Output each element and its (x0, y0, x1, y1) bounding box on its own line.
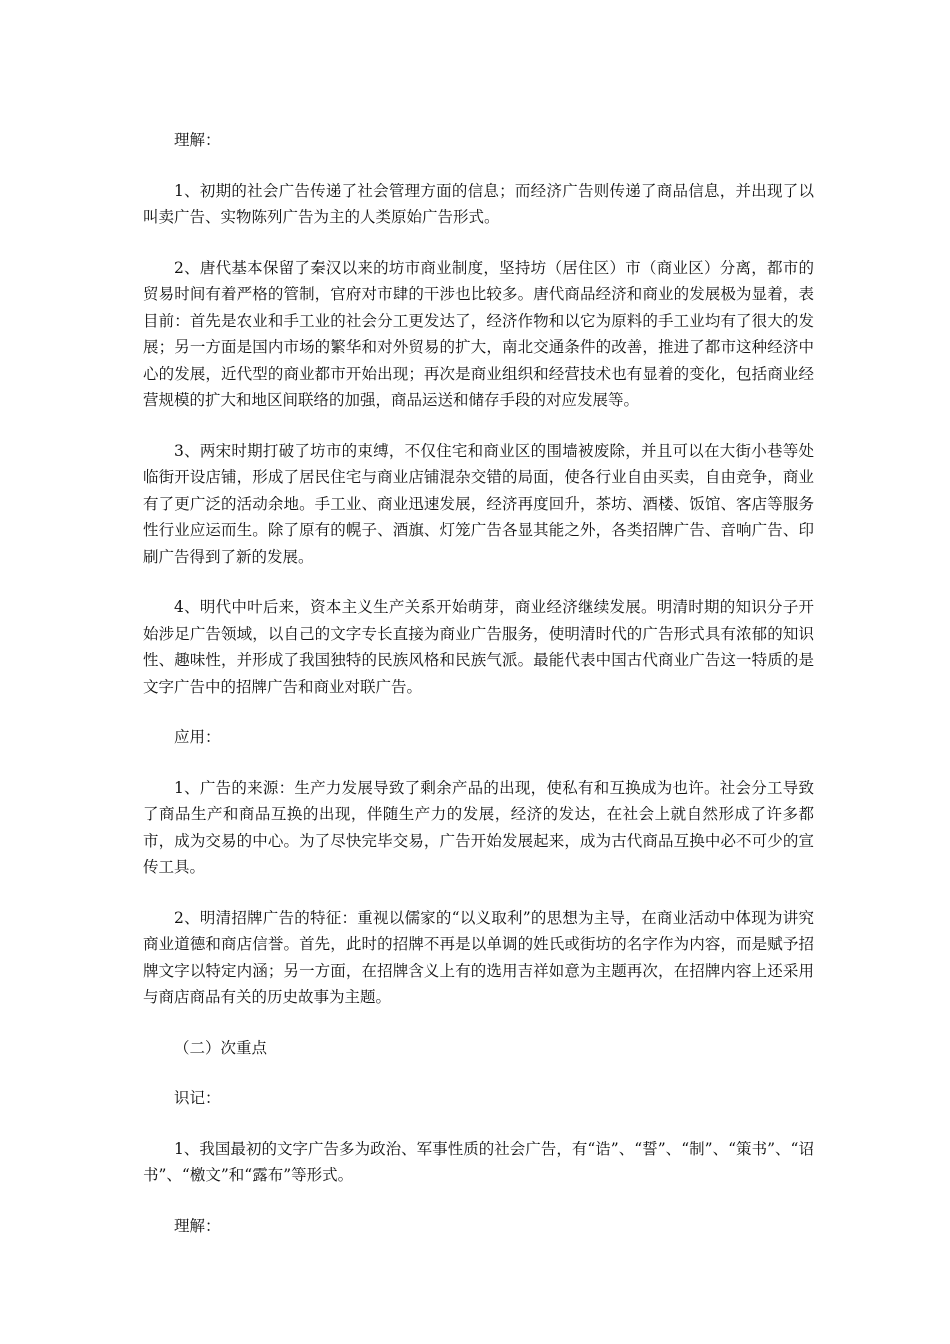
section-heading-secondary: （二）次重点 (174, 1038, 268, 1057)
paragraph-signboard-features: 2、明清招牌广告的特征：重视以儒家的“以义取利”的思想为主导，在商业活动中体现为讲究商业道德和商店信誉。首先，此时的招牌不再是以单调的姓氏或街坊的名字作为内容，而是赋予招牌文字以特定内涵；另一方面，在招牌含义上有的选用吉祥如意为主题再次，在招牌内容上还采用与商店商品有关的历史故事为主题。 (143, 908, 814, 1006)
paragraph-ad-origin: 1、广告的来源：生产力发展导致了剩余产品的出现，使私有和互换成为也许。社会分工导致了商品生产和商品互换的出现，伴随生产力的发展，经济的发达，在社会上就自然形成了许多都市，成为交易的中心。为了尽快完毕交易，广告开始发展起来，成为古代商品互换中必不可少的宣传工具。 (143, 778, 814, 876)
heading-application: 应用： (174, 728, 221, 746)
heading-memorize: 识记： (174, 1089, 221, 1107)
heading-understanding: 理解： (174, 131, 221, 149)
paragraph-tang-dynasty: 2、唐代基本保留了秦汉以来的坊市商业制度，坚持坊（居住区）市（商业区）分离，都市的贸易时间有着严格的管制，官府对市肆的干涉也比较多。唐代商品经济和商业的发展极为显着，表目前：首先是农业和手工业的社会分工更发达了，经济作物和以它为原料的手工业均有了很大的发展；另一方面是国内市场的繁华和对外贸易的扩大，南北交通条件的改善，推进了都市这种经济中心的发展，近代型的商业都市开始出现；再次是商业组织和经营技术也有显着的变化，包括商业经营规模的扩大和地区间联络的加强，商品运送和储存手段的对应发展等。 (143, 258, 814, 409)
paragraph-earliest-text-ads: 1、我国最初的文字广告多为政治、军事性质的社会广告，有“诰”、“誓”、“制”、“策书”、“诏书”、“檄文”和“露布”等形式。 (143, 1139, 814, 1184)
paragraph-song-dynasty: 3、两宋时期打破了坊市的束缚，不仅住宅和商业区的围墙被废除，并且可以在大街小巷等处临街开设店铺，形成了居民住宅与商业店铺混杂交错的局面，使各行业自由买卖，自由竞争，商业有了更广泛的活动余地。手工业、商业迅速发展，经济再度回升，茶坊、酒楼、饭馆、客店等服务性行业应运而生。除了原有的幌子、酒旗、灯笼广告各显其能之外，各类招牌广告、音响广告、印刷广告得到了新的发展。 (143, 441, 814, 566)
paragraph-early-ads: 1、初期的社会广告传递了社会管理方面的信息；而经济广告则传递了商品信息，并出现了以叫卖广告、实物陈列广告为主的人类原始广告形式。 (143, 181, 814, 226)
document-body (143, 127, 814, 1263)
paragraph-ming-dynasty: 4、明代中叶后来，资本主义生产关系开始萌芽，商业经济继续发展。明清时期的知识分子开始涉足广告领域，以自己的文字专长直接为商业广告服务，使明清时代的广告形式具有浓郁的知识性、趣味性，并形成了我国独特的民族风格和民族气派。最能代表中国古代商业广告这一特质的是文字广告中的招牌广告和商业对联广告。 (143, 598, 814, 696)
heading-understanding-2: 理解： (174, 1216, 221, 1235)
